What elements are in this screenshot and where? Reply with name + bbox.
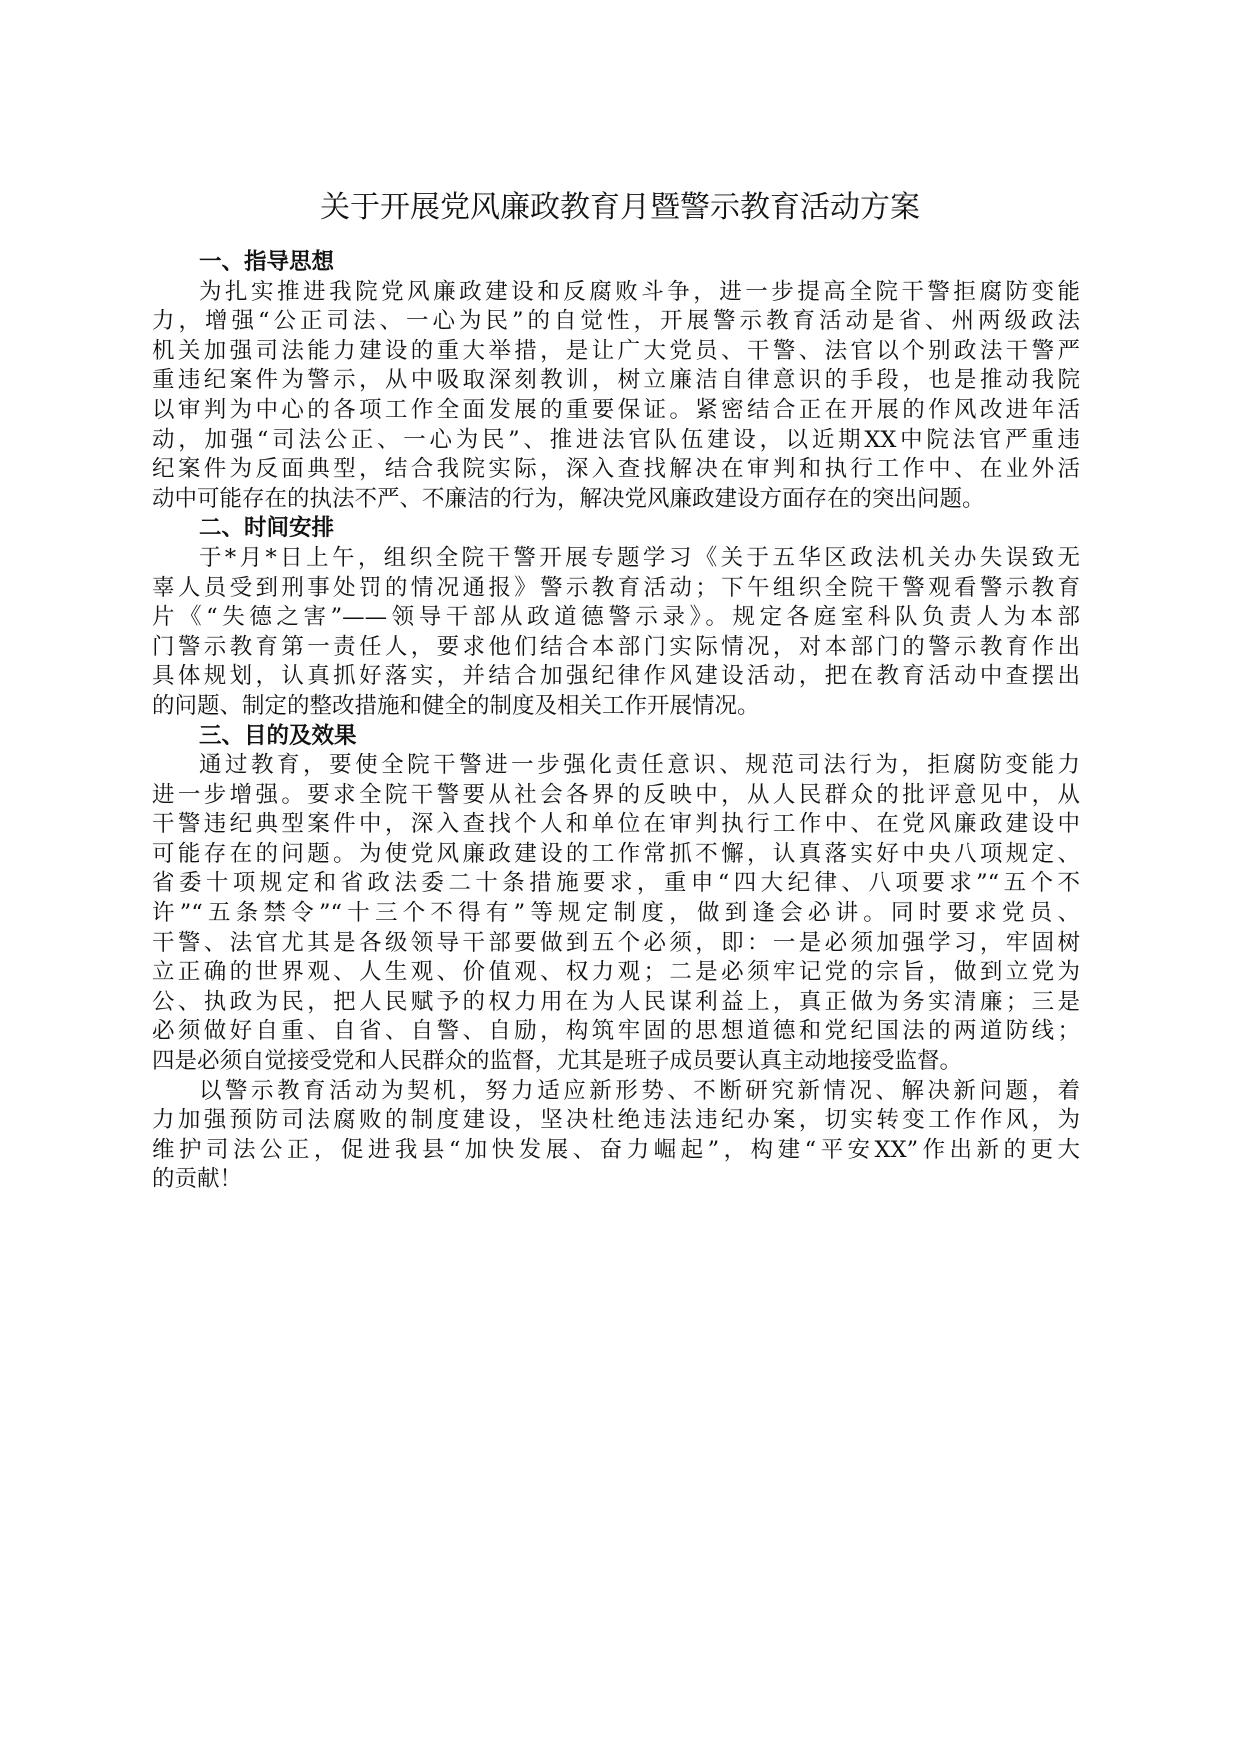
text-line: 干警违纪典型案件中，深入查找个人和单位在审判执行工作中、在党风廉政建设中 <box>152 811 1080 838</box>
document-title: 关于开展党风廉政教育月暨警示教育活动方案 <box>320 190 920 225</box>
text-line: 以警示教育活动为契机，努力适应新形势、不断研究新情况、解决新问题，着 <box>199 1077 1080 1104</box>
text-line: 纪案件为反面典型，结合我院实际，深入查找解决在审判和执行工作中、在业外活 <box>152 456 1080 483</box>
text-line: 的问题、制定的整改措施和健全的制度及相关工作开展情况。 <box>152 692 760 719</box>
section-heading: 二、时间安排 <box>199 515 335 542</box>
text-line: 辜人员受到刑事处罚的情况通报》警示教育活动；下午组织全院干警观看警示教育 <box>152 574 1080 601</box>
text-line: 干警、法官尤其是各级领导干部要做到五个必须，即：一是必须加强学习，牢固树 <box>152 929 1080 956</box>
text-line: 维护司法公正，促进我县“加快发展、奋力崛起”，构建“平安XX”作出新的更大 <box>152 1136 1080 1163</box>
paragraph <box>152 1077 1080 1195</box>
text-line: 重违纪案件为警示，从中吸取深刻教训，树立廉洁自律意识的手段，也是推动我院 <box>152 367 1080 394</box>
text-line: 以审判为中心的各项工作全面发展的重要保证。紧密结合正在开展的作风改进年活 <box>152 396 1080 423</box>
paragraph <box>152 544 1080 722</box>
text-line: 可能存在的问题。为使党风廉政建设的工作常抓不懈，认真落实好中央八项规定、 <box>152 840 1080 867</box>
paragraph <box>152 751 1080 1077</box>
text-line: 机关加强司法能力建设的重大举措，是让广大党员、干警、法官以个别政法干警严 <box>152 337 1080 364</box>
section <box>152 514 1080 721</box>
section <box>152 722 1080 1196</box>
text-line: 通过教育，要使全院干警进一步强化责任意识、规范司法行为，拒腐防变能力 <box>199 752 1080 779</box>
text-line: 省委十项规定和省政法委二十条措施要求，重申“四大纪律、八项要求”“五个不 <box>152 870 1080 897</box>
text-line: 必须做好自重、自省、自警、自励，构筑牢固的思想道德和党纪国法的两道防线； <box>152 1018 1080 1045</box>
text-line: 动中可能存在的执法不严、不廉洁的行为，解决党风廉政建设方面存在的突出问题。 <box>152 485 985 512</box>
text-line: 具体规划，认真抓好落实，并结合加强纪律作风建设活动，把在教育活动中查摆出 <box>152 663 1080 690</box>
text-line: 力加强预防司法腐败的制度建设，坚决杜绝违法违纪办案，切实转变工作作风，为 <box>152 1107 1080 1134</box>
text-line: 四是必须自觉接受党和人民群众的监督，尤其是班子成员要认真主动地接受监督。 <box>152 1048 963 1075</box>
text-line: 于*月*日上午，组织全院干警开展专题学习《关于五华区政法机关办失误致无 <box>199 544 1080 571</box>
text-line: 为扎实推进我院党风廉政建设和反腐败斗争，进一步提高全院干警拒腐防变能 <box>199 278 1080 305</box>
text-line: 进一步增强。要求全院干警要从社会各界的反映中，从人民群众的批评意见中，从 <box>152 781 1080 808</box>
text-line: 公、执政为民，把人民赋予的权力用在为人民谋利益上，真正做为务实清廉；三是 <box>152 988 1080 1015</box>
section-heading: 三、目的及效果 <box>199 722 357 749</box>
text-line: 门警示教育第一责任人，要求他们结合本部门实际情况，对本部门的警示教育作出 <box>152 633 1080 660</box>
section-heading: 一、指导思想 <box>199 249 335 275</box>
document-body <box>152 248 1080 1195</box>
paragraph <box>152 278 1080 515</box>
text-line: 的贡献！ <box>152 1166 243 1193</box>
text-line: 立正确的世界观、人生观、价值观、权力观；二是必须牢记党的宗旨，做到立党为 <box>152 959 1080 986</box>
text-line: 片《“失德之害”——领导干部从政道德警示录》。规定各庭室科队负责人为本部 <box>152 604 1080 631</box>
section <box>152 248 1080 514</box>
text-line: 许”“五条禁令”“十三个不得有”等规定制度，做到逢会必讲。同时要求党员、 <box>152 900 1080 927</box>
text-line: 力，增强“公正司法、一心为民”的自觉性，开展警示教育活动是省、州两级政法 <box>152 308 1080 335</box>
text-line: 动，加强“司法公正、一心为民”、推进法官队伍建设，以近期XX中院法官严重违 <box>152 426 1080 453</box>
